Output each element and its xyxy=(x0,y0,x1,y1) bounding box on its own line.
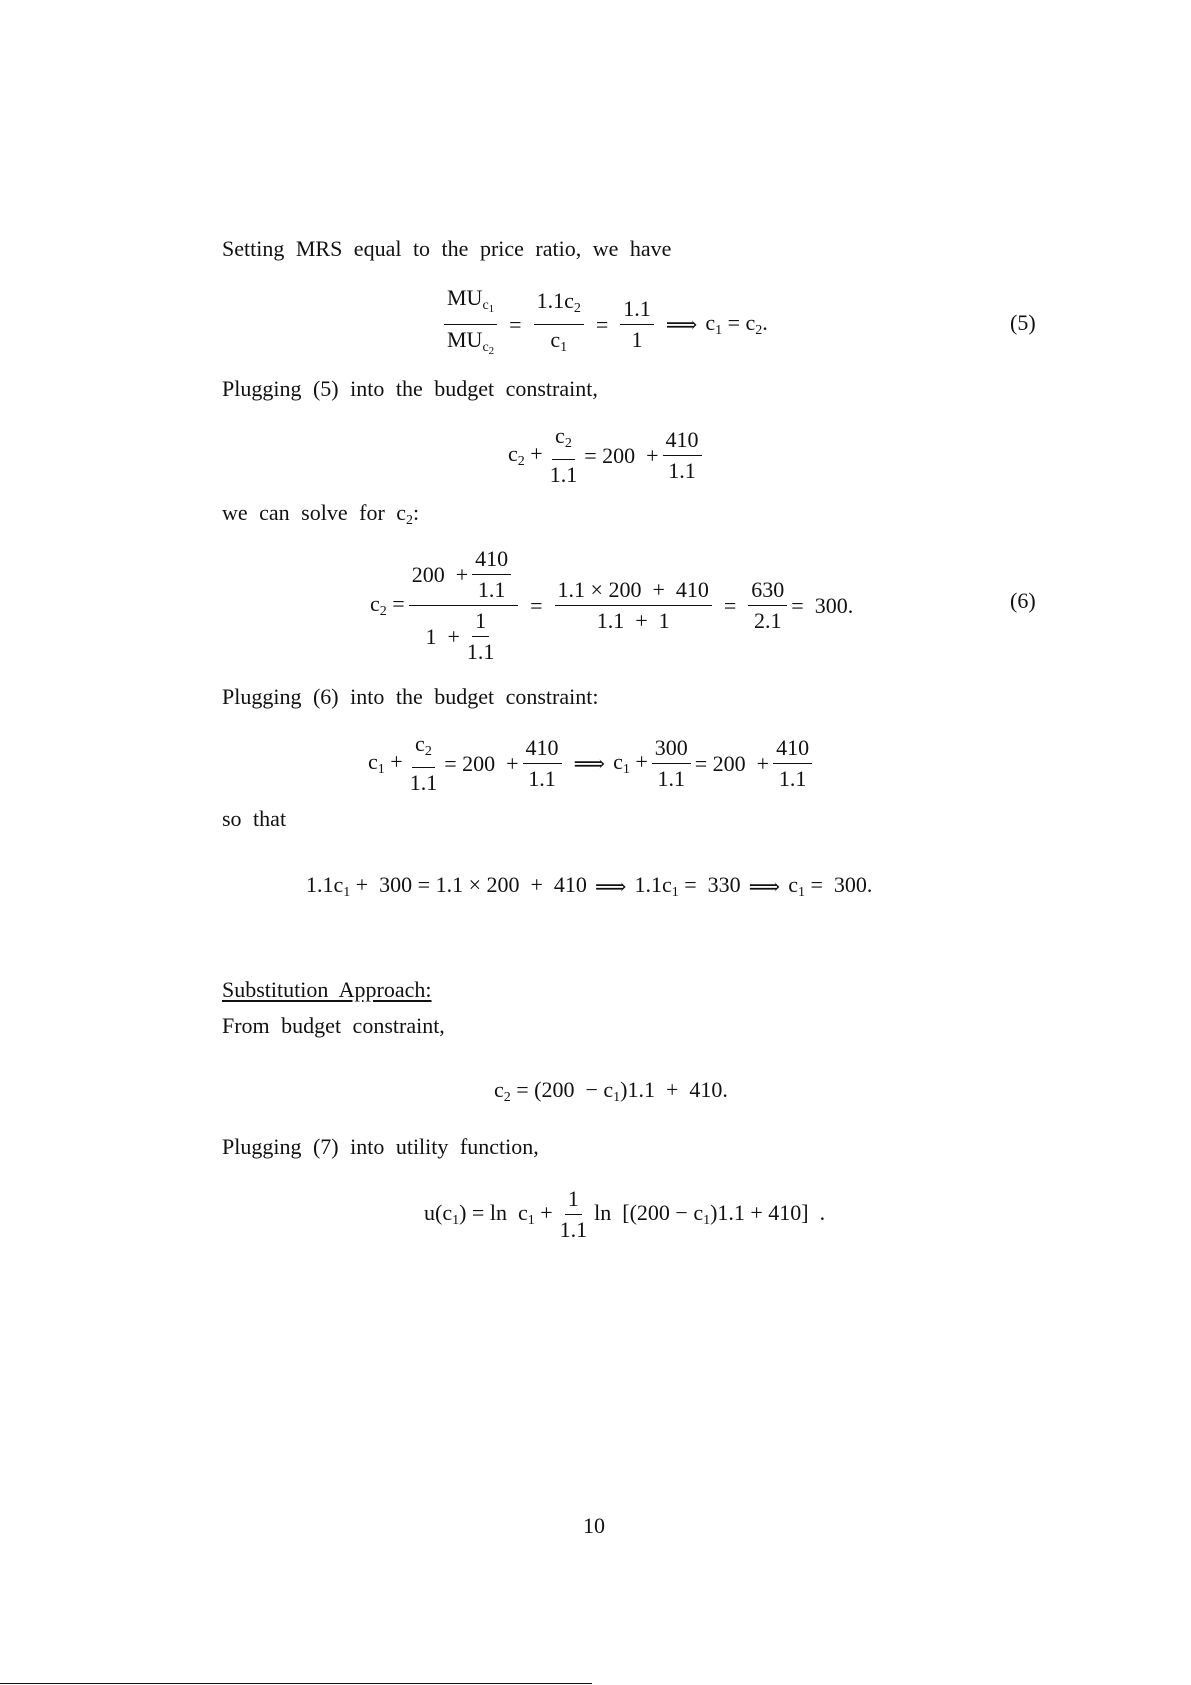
text-line: Plugging (5) into the budget constraint, xyxy=(222,376,598,401)
text-line: we can solve for $c_2$: xyxy=(222,500,420,528)
result-equation: $1.1c_1 + 300 = 1.1 \times 200 + 410$ ⟹ $1.1c_1 = 330$ ⟹ $c_1 = 300$. xyxy=(306,872,873,900)
equation-6: $c_2$ = 200 + $\frac{410}{1.1}$ 1 + $\frac{1}{1.1}$ = $\frac{1.1 \times 200 + 410}{1.1 + 1}$ = $\frac{630}{2.1}$ = 300. xyxy=(370,546,854,664)
text-line: Plugging (6) into the budget constraint: xyxy=(222,684,599,709)
equation-tag: (5) xyxy=(1010,310,1036,335)
equation-5: $\frac{MU_{c_1}}{MU_{c_2}}$ = $\frac{1.1c_2}{c_1}$ = $\frac{1.1}{1}$ ⟹ $c_1 = c_2$. xyxy=(440,284,768,365)
text-line: so that xyxy=(222,806,287,831)
text-line: From budget constraint, xyxy=(222,1013,445,1038)
text-line: Plugging (7) into utility function, xyxy=(222,1134,539,1159)
section-heading: Substitution Approach: xyxy=(222,977,432,1002)
utility-equation: $u(c_1) = \ln c_1$ + $\frac{1}{1.1}$ $\ln [(200 - c_1)1.1 + 410]$ . xyxy=(424,1186,826,1242)
page-number: 10 xyxy=(583,1513,605,1538)
compound-fraction: 200 + $\frac{410}{1.1}$ 1 + $\frac{1}{1.1}$ xyxy=(409,545,518,666)
fraction: $\frac{1.1c_2}{c_1}$ xyxy=(534,287,584,362)
equation-7: $c_2 = (200 - c_1)1.1 + 410$. xyxy=(494,1077,728,1105)
budget-equation: $c_2$ + $\frac{c_2}{1.1}$ = 200 + $\frac{410}{1.1}$ xyxy=(508,422,706,489)
fraction: $\frac{MU_{c_1}}{MU_{c_2}}$ xyxy=(444,284,497,365)
budget-equation-2: $c_1$ + $\frac{c_2}{1.1}$ = 200 + $\frac{410}{1.1}$ ⟹ $c_1$ + $\frac{300}{1.1}$ = 200 + $\frac{410}{1.1}$ xyxy=(368,730,816,797)
fraction: $\frac{1.1}{1}$ xyxy=(620,295,654,354)
equation-tag: (6) xyxy=(1010,588,1036,613)
footer-rule xyxy=(0,1683,592,1684)
text-line: Setting MRS equal to the price ratio, we have xyxy=(222,236,672,261)
